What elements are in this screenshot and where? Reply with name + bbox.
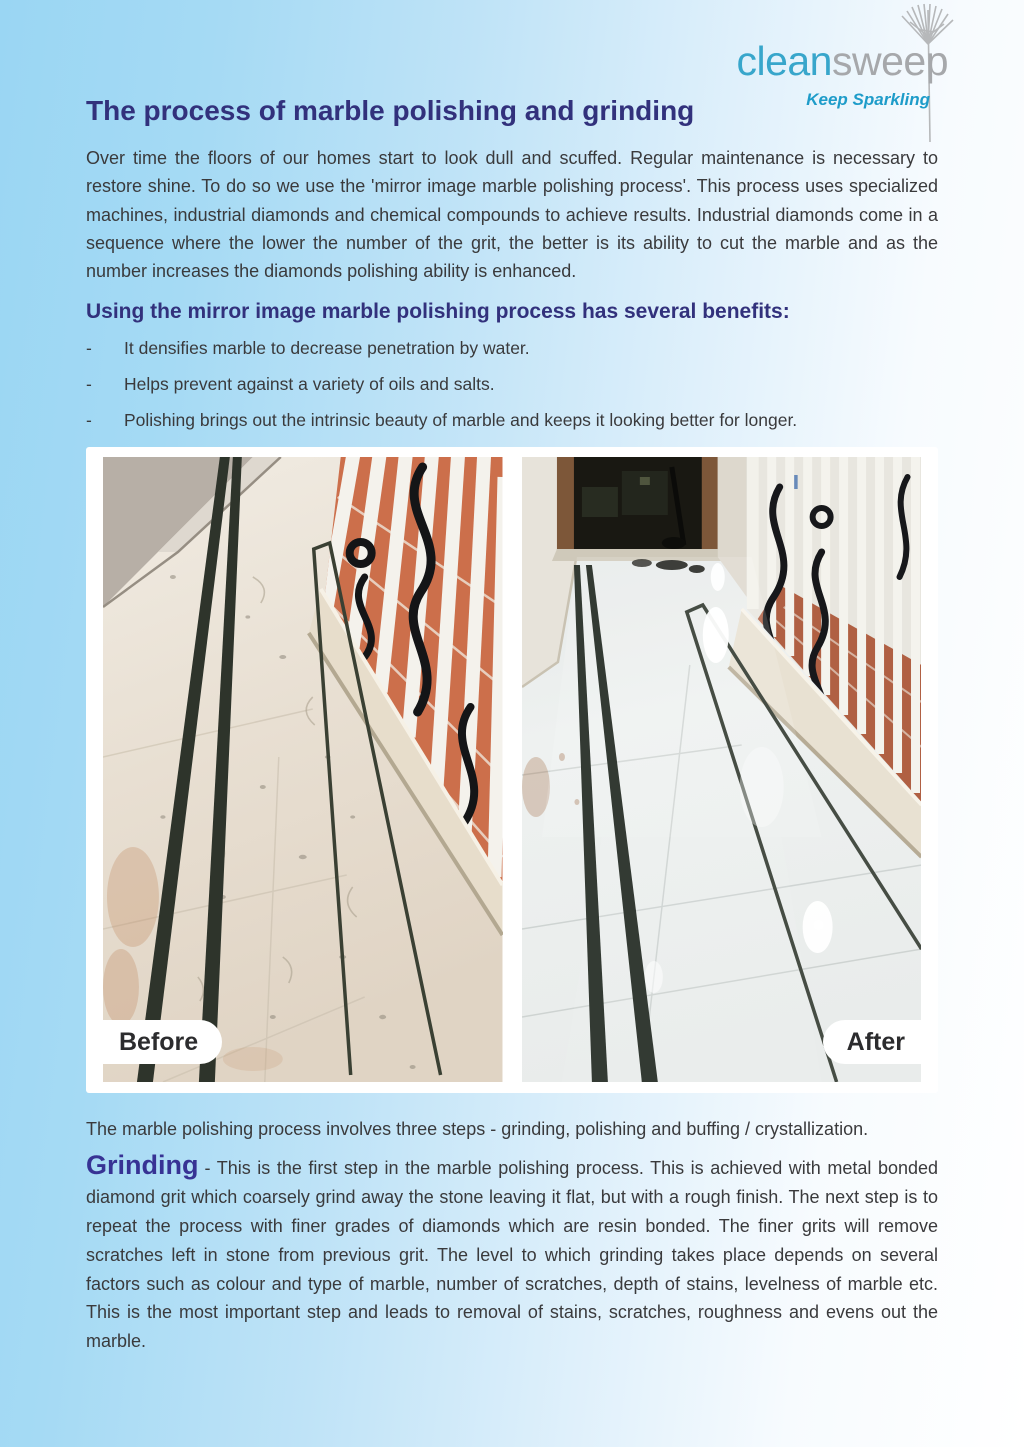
benefit-item bbox=[86, 409, 938, 431]
intro-paragraph: Over time the floors of our homes start to look dull and scuffed. Regular maintenance is necessary to restore shine. To do so we use the 'mirror image marble polishing process'. This process uses specialized machines, industrial diamonds and chemical compounds to achieve results. Industrial diamonds come in a sequence where the lower the number of the grit, the better is its ability to cut the marble and as the number increases the diamonds polishing ability is enhanced. bbox=[86, 148, 938, 282]
steps-paragraph: The marble polishing process involves three steps - grinding, polishing and buffing / crystallization. bbox=[86, 1119, 869, 1140]
bullet-marker: - bbox=[86, 410, 92, 431]
marble-floor-before-image bbox=[103, 457, 503, 1082]
grinding-separator: - bbox=[204, 1158, 217, 1179]
benefit-item bbox=[86, 337, 938, 359]
after-photo bbox=[522, 457, 922, 1082]
bullet-text: It densifies marble to decrease penetration by water. bbox=[124, 338, 530, 359]
bullet-marker: - bbox=[86, 374, 92, 395]
after-label: After bbox=[823, 1020, 921, 1064]
before-photo bbox=[103, 457, 503, 1082]
logo-text-sweep: sweep bbox=[831, 38, 948, 84]
comparison-panel bbox=[86, 447, 938, 1093]
before-label: Before bbox=[103, 1020, 222, 1064]
benefits-heading: Using the mirror image marble polishing process has several benefits: bbox=[86, 300, 790, 324]
logo-tagline: Keep Sparkling bbox=[806, 90, 930, 109]
page-title: The process of marble polishing and grinding bbox=[86, 95, 695, 126]
grinding-paragraph bbox=[86, 1151, 938, 1356]
bullet-marker: - bbox=[86, 338, 92, 359]
benefits-list bbox=[86, 337, 938, 431]
marble-floor-after-image bbox=[522, 457, 922, 1082]
page-content bbox=[86, 0, 938, 1356]
bullet-text: Helps prevent against a variety of oils and salts. bbox=[124, 374, 495, 395]
bullet-text: Polishing brings out the intrinsic beauty of marble and keeps it looking better for longer. bbox=[124, 410, 798, 431]
grinding-body: This is the first step in the marble polishing process. This is achieved with metal bonded diamond grit which coarsely grind away the stone leaving it flat, but with a rough finish. The next step is to repeat the process with finer grades of diamonds which are resin bonded. The finer grits will remove scratches left in stone from previous grit. The level to which grinding takes place depends on several factors such as colour and type of marble, number of scratches, depth of stains, levelness of marble etc. This is the most important step and leads to removal of stains, scratches, roughness and evens out the marble. bbox=[86, 1158, 939, 1352]
logo-text-clean: clean bbox=[736, 38, 832, 84]
benefit-item bbox=[86, 373, 938, 395]
grinding-heading: Grinding bbox=[86, 1150, 199, 1181]
